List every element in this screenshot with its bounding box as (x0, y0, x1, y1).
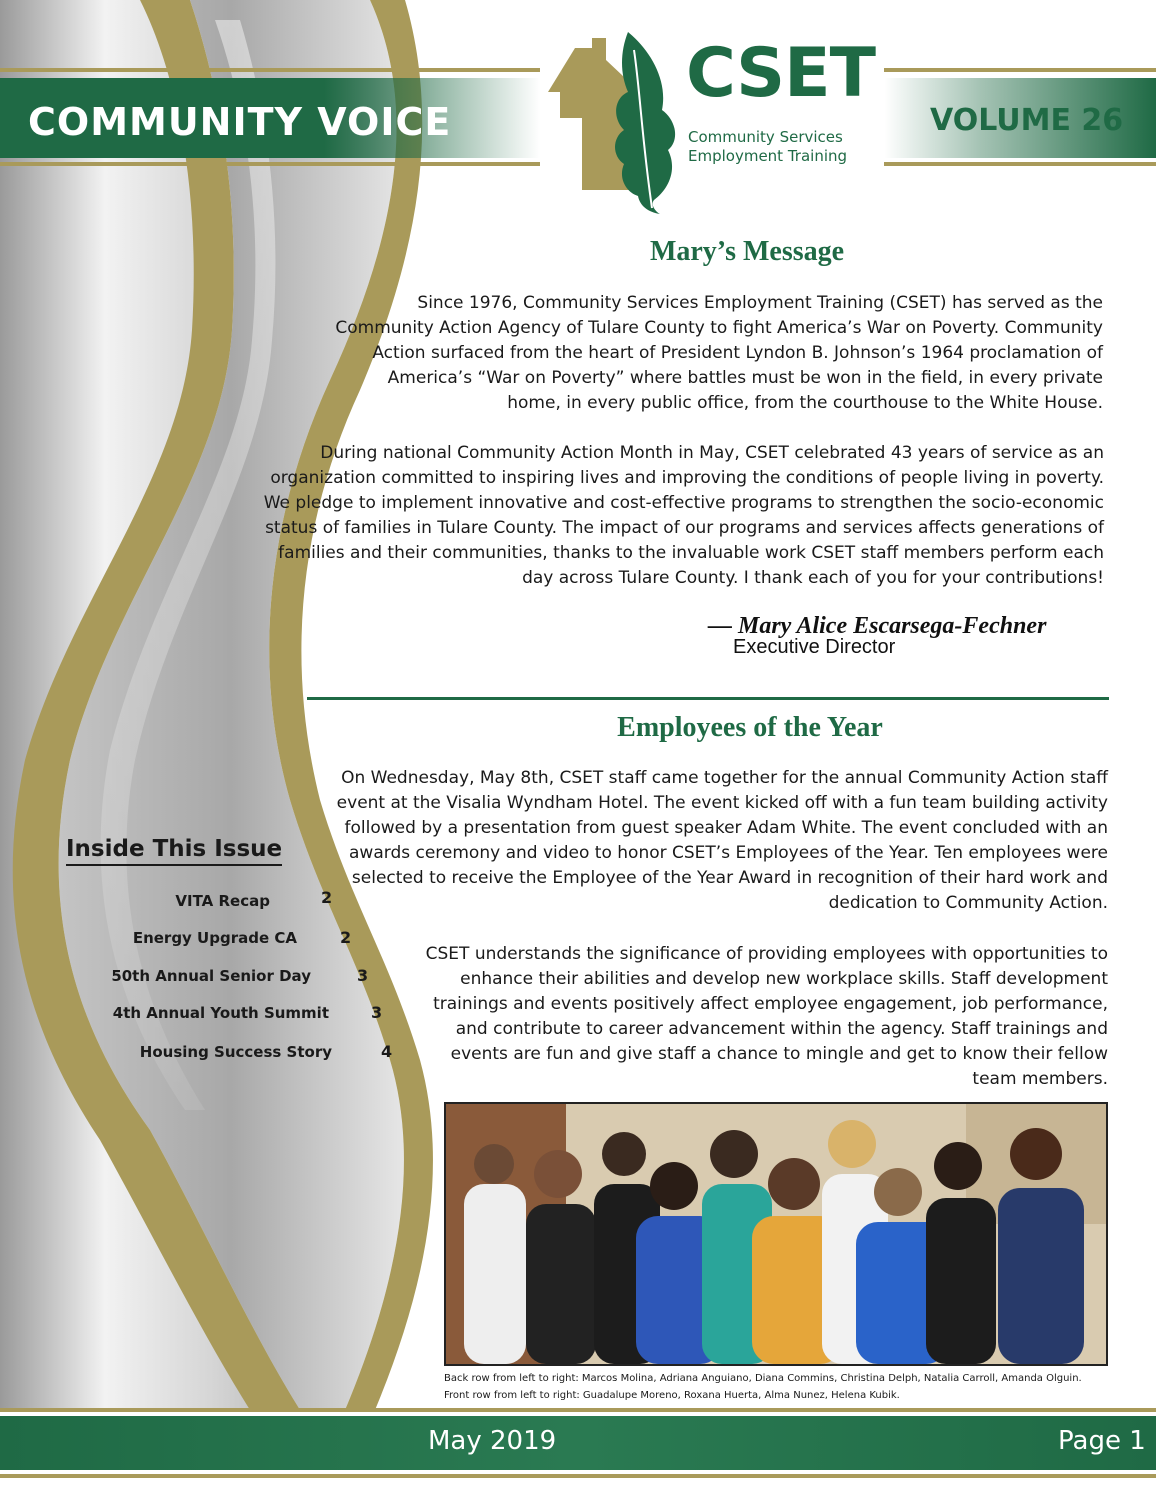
marys-message-paragraph-2: During national Community Action Month in May, CSET celebrated 43 years of service as an organization committed to inspiring lives and improving the conditions of people living in poverty. We pledge to implement innovative and cost-effective programs to strengthen the socio-economic status of families in Tulare County. The impact of our programs and services affects generations of families and their communities, thanks to the invaluable work CSET staff members perform each day across Tulare County. I thank each of you for your contributions! (263, 443, 1104, 588)
photo-caption: Back row from left to right: Marcos Molina, Adriana Anguiano, Diana Commins, Christina Delph, Natalia Carroll, Amanda Olguin. Front row from left to right: Guadalupe Moreno, Roxana Huerta, Alma Nunez, Helena Kubik. (444, 1373, 1082, 1401)
toc-item-page: 3 (371, 1003, 383, 1022)
employees-group-photo (444, 1102, 1108, 1366)
employees-heading: Employees of the Year (617, 712, 883, 743)
toc-item-page: 2 (340, 928, 352, 947)
toc-item-page: 2 (321, 888, 333, 907)
marys-message-heading: Mary’s Message (649, 236, 845, 267)
toc-item-page: 4 (381, 1042, 393, 1061)
toc-item-label: 50th Annual Senior Day (111, 967, 311, 985)
employees-paragraph-2: CSET understands the significance of providing employees with opportunities to enhance their abilities and develop new workplace skills. Staff development trainings and events positively affect employee engagement, job performance, and contribute to career advancement within the agency. Staff trainings and events are fun and give staff a chance to mingle and get to know their fellow team members. (425, 944, 1108, 1089)
house-oak-leaf-logo (548, 32, 675, 214)
toc-item-label: VITA Recap (175, 892, 270, 910)
volume-label: VOLUME 26 (930, 103, 1124, 138)
toc-item-page: 3 (357, 966, 369, 985)
footer-date: May 2019 (428, 1426, 557, 1456)
marys-message-paragraph-1: Since 1976, Community Services Employment Training (CSET) has served as the Community Action Agency of Tulare County to fight America’s War on Poverty. Community Action surfaced from the heart of President Lyndon B. Johnson’s 1964 proclamation of America’s “War on Poverty” where battles must be won in the field, in every private home, in every public office, from the courthouse to the White House. (335, 293, 1103, 413)
signature-name: — Mary Alice Escarsega-Fechner (708, 613, 1047, 639)
footer-page-number: Page 1 (1058, 1426, 1146, 1456)
logo-subtitle: Community Services Employment Training (688, 128, 848, 165)
toc-item-label: 4th Annual Youth Summit (112, 1004, 329, 1022)
inside-this-issue-title: Inside This Issue (66, 836, 282, 866)
newsletter-title: COMMUNITY VOICE (28, 100, 452, 144)
section-divider (307, 697, 1109, 700)
toc-item-label: Housing Success Story (139, 1043, 332, 1061)
employees-paragraph-1: On Wednesday, May 8th, CSET staff came together for the annual Community Action staff event at the Visalia Wyndham Hotel. The event kicked off with a fun team building activity followed by a presentation from guest speaker Adam White. The event concluded with an awards ceremony and video to honor CSET’s Employees of the Year. Ten employees were selected to receive the Employee of the Year Award in recognition of their hard work and dedication to Community Action. (336, 768, 1108, 913)
toc-item-label: Energy Upgrade CA (132, 929, 297, 947)
logo-wordmark: CSET (686, 34, 875, 113)
signature-title: Executive Director (733, 636, 896, 658)
